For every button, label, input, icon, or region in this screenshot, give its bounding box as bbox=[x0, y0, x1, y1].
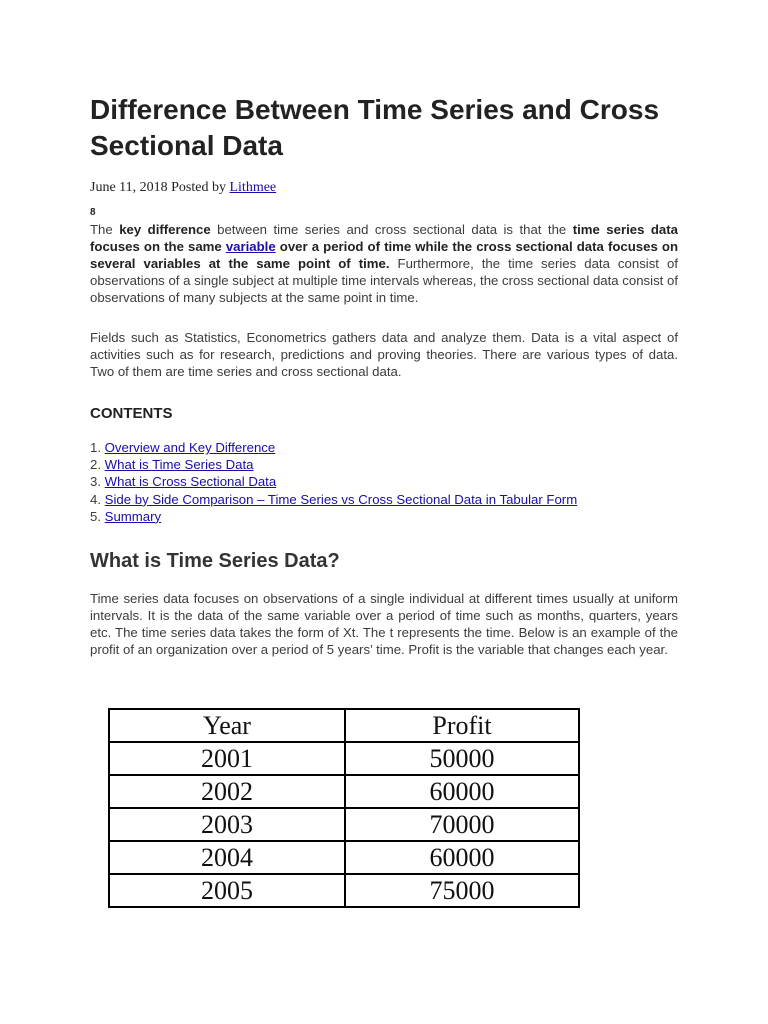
fields-paragraph: Fields such as Statistics, Econometrics gathers data and analyze them. Data is a vital aspect of activities such as for research, predictions and proving theories. There are various types of data. Two of them are time series and cross sectional data. bbox=[90, 330, 678, 379]
toc-item bbox=[90, 491, 577, 508]
toc-item bbox=[90, 456, 577, 473]
cell-profit: 60000 bbox=[345, 841, 579, 874]
header-year: Year bbox=[109, 709, 345, 742]
toc-item bbox=[90, 439, 577, 456]
toc-number: 4. bbox=[90, 491, 105, 507]
cell-year: 2005 bbox=[109, 874, 345, 907]
table-row bbox=[109, 742, 579, 775]
intro-bold-1: key difference bbox=[119, 222, 211, 237]
intro-text-2: between time series and cross sectional data is that the bbox=[210, 222, 573, 237]
table-header-row bbox=[109, 709, 579, 742]
toc-link-cross-sectional[interactable]: What is Cross Sectional Data bbox=[104, 474, 277, 490]
cell-profit: 70000 bbox=[345, 808, 579, 841]
cell-year: 2001 bbox=[109, 742, 345, 775]
toc-link-time-series[interactable]: What is Time Series Data bbox=[104, 457, 254, 473]
contents-heading: CONTENTS bbox=[90, 405, 173, 422]
toc-link-summary[interactable]: Summary bbox=[104, 508, 162, 524]
intro-paragraph bbox=[90, 221, 678, 306]
intro-bold-2: time series data focuses on the same bbox=[90, 222, 678, 254]
cell-profit: 50000 bbox=[345, 742, 579, 775]
toc-item bbox=[90, 473, 577, 490]
cell-year: 2003 bbox=[109, 808, 345, 841]
cell-profit: 75000 bbox=[345, 874, 579, 907]
intro-bold-3: over a period of time while the cross sectional data focuses on several variables at the same point of time. bbox=[90, 239, 678, 271]
cell-year: 2002 bbox=[109, 775, 345, 808]
time-series-paragraph: Time series data focuses on observations of a single individual at different times usually at uniform intervals. It is the data of the same variable over a period of time such as months, quarters, years etc. The time series data takes the form of Xt. The t represents the time. Below is an example of the profit of an organization over a period of 5 years’ time. Profit is the variable that changes each year. bbox=[90, 591, 678, 657]
cell-profit: 60000 bbox=[345, 775, 579, 808]
toc-number: 1. bbox=[90, 440, 105, 455]
table-of-contents bbox=[90, 439, 577, 525]
intro-text-1: The bbox=[90, 222, 120, 237]
toc-number: 3. bbox=[90, 474, 105, 490]
page-title: Difference Between Time Series and Cross Sectional Data bbox=[90, 94, 660, 161]
cell-year: 2004 bbox=[109, 841, 345, 874]
intro-text-3: Furthermore, the time series data consist of observations of a single subject at multiple time intervals whereas, the cross sectional data consist of observations of many subjects at the same point in time. bbox=[90, 256, 678, 305]
share-count: 8 bbox=[90, 207, 96, 218]
toc-link-overview[interactable]: Overview and Key Difference bbox=[104, 440, 276, 455]
toc-number: 2. bbox=[90, 457, 105, 473]
post-meta bbox=[90, 180, 276, 196]
toc-link-comparison[interactable]: Side by Side Comparison – Time Series vs Cross Sectional Data in Tabular Form bbox=[104, 491, 578, 507]
post-date: June 11, 2018 Posted by bbox=[90, 180, 230, 195]
table-row bbox=[109, 874, 579, 907]
section-heading: What is Time Series Data? bbox=[90, 550, 340, 572]
variable-link[interactable]: variable bbox=[225, 239, 276, 254]
header-profit: Profit bbox=[345, 709, 579, 742]
toc-number: 5. bbox=[90, 508, 105, 524]
table-row bbox=[109, 841, 579, 874]
author-link[interactable]: Lithmee bbox=[229, 180, 277, 195]
table-row bbox=[109, 808, 579, 841]
toc-item bbox=[90, 508, 577, 525]
profit-table bbox=[108, 708, 580, 908]
table-row bbox=[109, 775, 579, 808]
